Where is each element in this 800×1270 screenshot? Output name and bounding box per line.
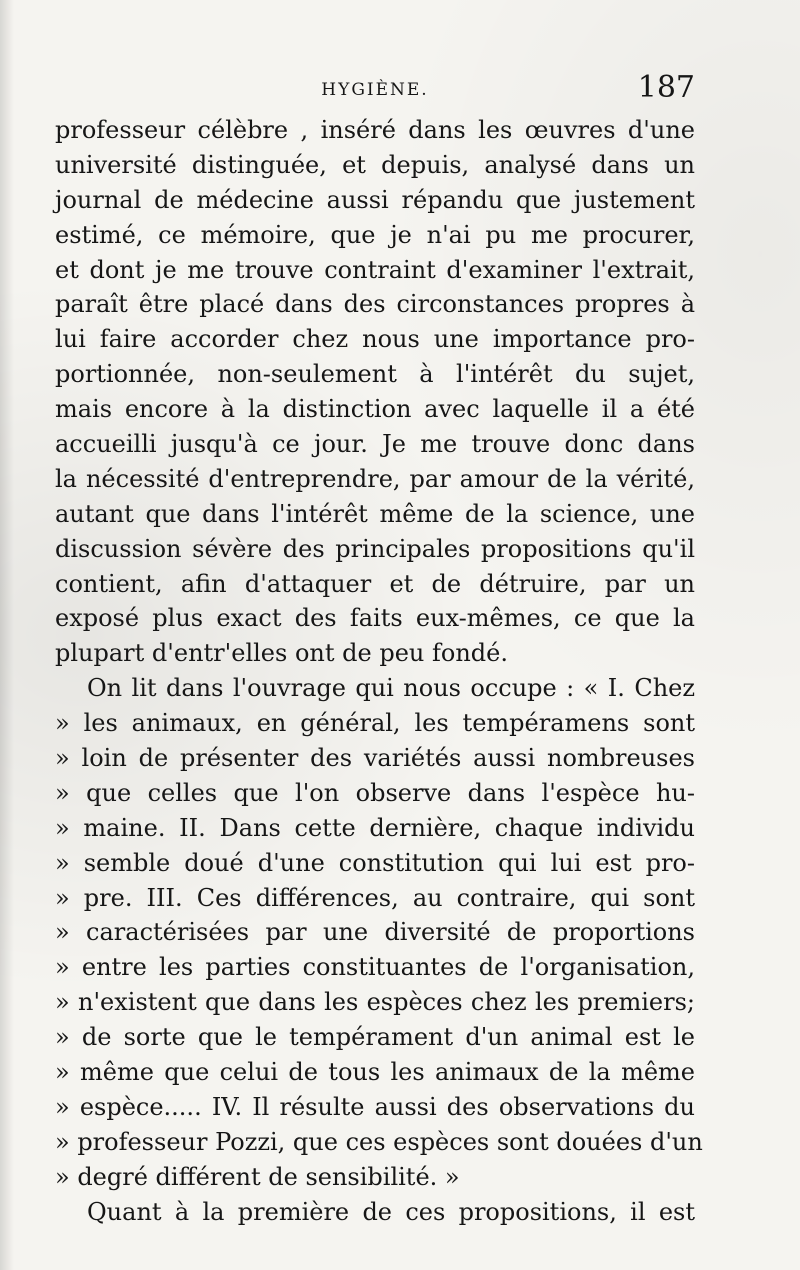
text-line: » n'existent que dans les espèces chez les premiers; [55,988,695,1017]
text-line: » semble doué d'une constitution qui lui est pro- [55,848,695,877]
text-line: » degré différent de sensibilité. » [55,1162,460,1191]
page-number: 187 [637,70,695,105]
text-line: plupart d'entr'elles ont de peu fondé. [55,639,508,668]
text-line: la nécessité d'entreprendre, par amour de la vérité, [55,464,695,493]
text-line: » même que celui de tous les animaux de la même [55,1058,695,1087]
text-line: » maine. II. Dans cette dernière, chaque individu [55,813,695,842]
text-line: mais encore à la distinction avec laquelle il a été [55,395,695,424]
text-line: professeur célèbre , inséré dans les œuvres d'une [55,116,695,144]
text-line: paraît être placé dans des circonstances propres à [55,290,695,319]
running-head: HYGIÈNE. [321,80,429,100]
text-line: exposé plus exact des faits eux-mêmes, ce que la [55,604,695,633]
page-header [55,70,695,110]
text-line: journal de médecine aussi répandu que justement [55,185,695,214]
text-line: contient, afin d'attaquer et de détruire, par un [55,569,695,598]
text-line: » professeur Pozzi, que ces espèces sont douées d'un [55,1127,703,1156]
text-line: Quant à la première de ces propositions, il est [87,1197,695,1226]
text-line: lui faire accorder chez nous une importance pro- [55,325,695,354]
text-line: On lit dans l'ouvrage qui nous occupe : « I. Chez [87,674,695,703]
text-line: et dont je me trouve contraint d'examiner l'extrait, [55,255,695,284]
text-line: portionnée, non-seulement à l'intérêt du sujet, [55,360,695,389]
text-line: autant que dans l'intérêt même de la science, une [55,499,695,528]
text-line: » entre les parties constituantes de l'organisation, [55,953,695,982]
text-line: » de sorte que le tempérament d'un animal est le [55,1023,695,1052]
text-line: » pre. III. Ces différences, au contraire, qui sont [55,883,695,912]
text-line: » espèce..... IV. Il résulte aussi des observations du [55,1092,695,1121]
text-line: » loin de présenter des variétés aussi nombreuses [55,744,695,773]
text-line: » les animaux, en général, les tempéramens sont [55,709,695,738]
text-line: discussion sévère des principales propositions qu'il [55,534,695,563]
text-line: université distinguée, et depuis, analysé dans un [55,150,695,179]
text-line: » caractérisées par une diversité de proportions [55,918,695,947]
text-line: estimé, ce mémoire, que je n'ai pu me procurer, [55,220,695,249]
text-line: accueilli jusqu'à ce jour. Je me trouve donc dans [55,430,695,459]
body-text [55,113,703,1230]
text-line: » que celles que l'on observe dans l'espèce hu- [55,778,695,807]
page-gutter-shadow [0,0,14,1270]
